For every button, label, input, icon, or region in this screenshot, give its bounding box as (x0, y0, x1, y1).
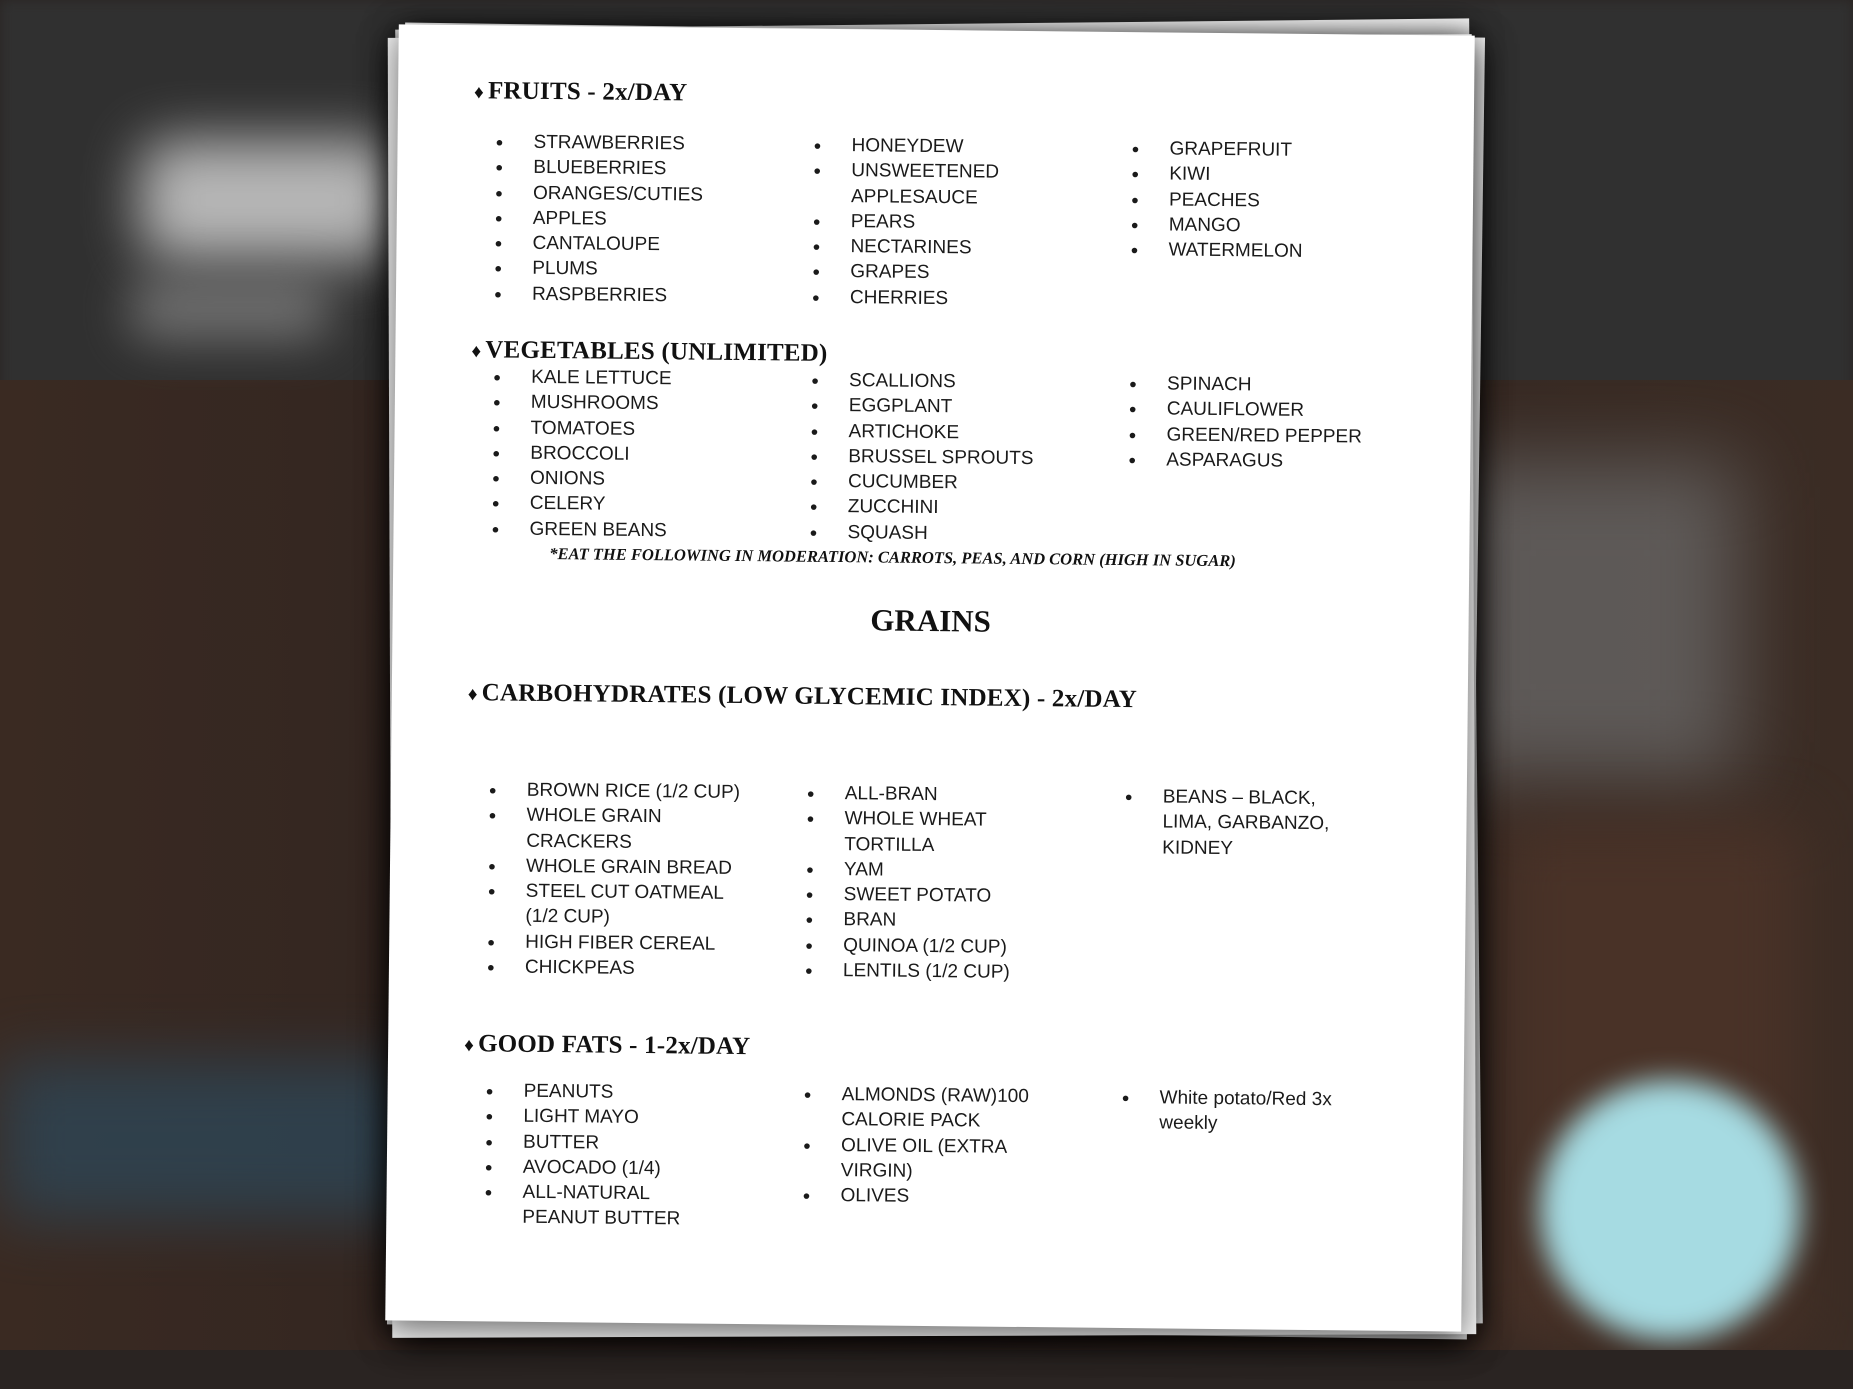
list-item: ● PEACHES (1131, 187, 1431, 215)
list-item: ● KALE LETTUCE (493, 364, 793, 392)
moderation-note: *EAT THE FOLLOWING IN MODERATION: CARROTS, PEAS, AND CORN (HIGH IN SUGAR) (549, 544, 1236, 571)
list-item: ● BRUSSEL SPROUTS (810, 444, 1110, 472)
list-item: ● STEEL CUT OATMEAL (1/2 CUP) (487, 879, 788, 933)
carbohydrates-list-col2 (805, 781, 1107, 987)
good-fats-list-col3 (1121, 1085, 1422, 1139)
list-item: ● MANGO (1131, 212, 1431, 240)
list-item: ● AVOCADO (1/4) (485, 1154, 785, 1182)
list-item: ● BRAN (805, 907, 1105, 935)
list-item: ● HONEYDEW (813, 133, 1113, 161)
list-item: ● ORANGES/CUTIES (495, 180, 795, 208)
list-item: ● CHERRIES (812, 285, 1112, 313)
grains-title: GRAINS (870, 602, 992, 639)
vegetables-list-col1 (491, 364, 793, 544)
vegetables-list-col3 (1128, 371, 1429, 475)
good-fats-section (461, 1030, 1365, 1387)
list-item: ● KIWI (1131, 161, 1431, 189)
carbohydrates-heading: ♦ CARBOHYDRATES (LOW GLYCEMIC INDEX) - 2x/DAY (467, 679, 1138, 714)
vegetables-heading: ♦ VEGETABLES (UNLIMITED) (471, 336, 828, 367)
list-item: ● PEARS (813, 209, 1113, 237)
fruits-heading: ♦ FRUITS - 2x/DAY (473, 77, 688, 107)
list-item: ● WHOLE GRAIN CRACKERS (488, 803, 789, 857)
blurred-round-object (1540, 1080, 1800, 1340)
carbohydrates-section (464, 679, 1368, 1086)
list-item: ● GREEN BEANS (491, 516, 791, 544)
list-item: ● ASPARAGUS (1128, 447, 1428, 475)
list-item: ● WHOLE WHEAT TORTILLA (806, 806, 1107, 860)
diet-sheet (385, 24, 1475, 1331)
list-item: ● TOMATOES (492, 415, 792, 443)
list-item: ● BEANS – BLACK, LIMA, GARBANZO, KIDNEY (1124, 784, 1425, 863)
fruits-list-col3 (1130, 136, 1431, 266)
list-item: ● White potato/Red 3x weekly (1121, 1085, 1422, 1139)
list-item: ● ALMONDS (RAW)100 CALORIE PACK (803, 1082, 1104, 1136)
list-item: ● ALL-BRAN (807, 781, 1107, 809)
list-item: ● ONIONS (492, 466, 792, 494)
list-item: ● LIGHT MAYO (485, 1104, 785, 1132)
list-item: ● WATERMELON (1130, 237, 1430, 265)
diamond-bullet-icon: ♦ (467, 684, 478, 706)
list-item: ● OLIVES (802, 1183, 1102, 1211)
fruits-list-col1 (494, 129, 796, 309)
good-fats-heading: ♦ GOOD FATS - 1-2x/DAY (464, 1030, 751, 1061)
carbohydrates-list-col3 (1124, 784, 1425, 863)
fruits-list-col2 (812, 133, 1114, 313)
list-item: ● SQUASH (809, 520, 1109, 548)
list-item: ● CUCUMBER (810, 469, 1110, 497)
list-item: ● STRAWBERRIES (495, 129, 795, 157)
list-item: ● GRAPES (812, 259, 1112, 287)
list-item: ● BROCCOLI (492, 440, 792, 468)
diamond-bullet-icon: ♦ (464, 1035, 475, 1057)
good-fats-list-col1 (484, 1078, 786, 1233)
list-item: ● HIGH FIBER CEREAL (487, 929, 787, 957)
diamond-bullet-icon: ♦ (471, 341, 482, 363)
list-item: ● GRAPEFRUIT (1131, 136, 1431, 164)
list-item: ● CHICKPEAS (487, 954, 787, 982)
list-item: ● LENTILS (1/2 CUP) (805, 958, 1105, 986)
list-item: ● PEANUTS (486, 1078, 786, 1106)
list-item: ● SPINACH (1129, 371, 1429, 399)
diamond-bullet-icon: ♦ (473, 82, 485, 104)
carbohydrates-list-col1 (487, 777, 789, 983)
list-item: ● BLUEBERRIES (495, 155, 795, 183)
list-item: ● WHOLE GRAIN BREAD (488, 853, 788, 881)
list-item: ● BUTTER (485, 1129, 785, 1157)
list-item: ● YAM (806, 857, 1106, 885)
list-item: ● APPLES (495, 205, 795, 233)
list-item: ● NECTARINES (812, 234, 1112, 262)
list-item: ● ALL-NATURAL PEANUT BUTTER (484, 1180, 785, 1234)
good-fats-list-col2 (802, 1082, 1103, 1212)
list-item: ● RASPBERRIES (494, 281, 794, 309)
list-item: ● PLUMS (494, 256, 794, 284)
vegetables-list-col2 (809, 368, 1111, 548)
list-item: ● CANTALOUPE (494, 231, 794, 259)
list-item: ● EGGPLANT (811, 393, 1111, 421)
list-item: ● MUSHROOMS (493, 390, 793, 418)
list-item: ● ZUCCHINI (810, 494, 1110, 522)
list-item: ● SCALLIONS (811, 368, 1111, 396)
list-item: ● OLIVE OIL (EXTRA VIRGIN) (803, 1132, 1104, 1186)
list-item: ● CELERY (492, 491, 792, 519)
list-item: ● ARTICHOKE (810, 418, 1110, 446)
list-item: ● BROWN RICE (1/2 CUP) (489, 777, 789, 805)
list-item: ● SWEET POTATO (806, 882, 1106, 910)
list-item: ● CAULIFLOWER (1129, 396, 1429, 424)
list-item: ● QUINOA (1/2 CUP) (805, 932, 1105, 960)
list-item: ● GREEN/RED PEPPER (1128, 422, 1428, 450)
list-item: ● UNSWEETENED APPLESAUCE (813, 158, 1114, 212)
